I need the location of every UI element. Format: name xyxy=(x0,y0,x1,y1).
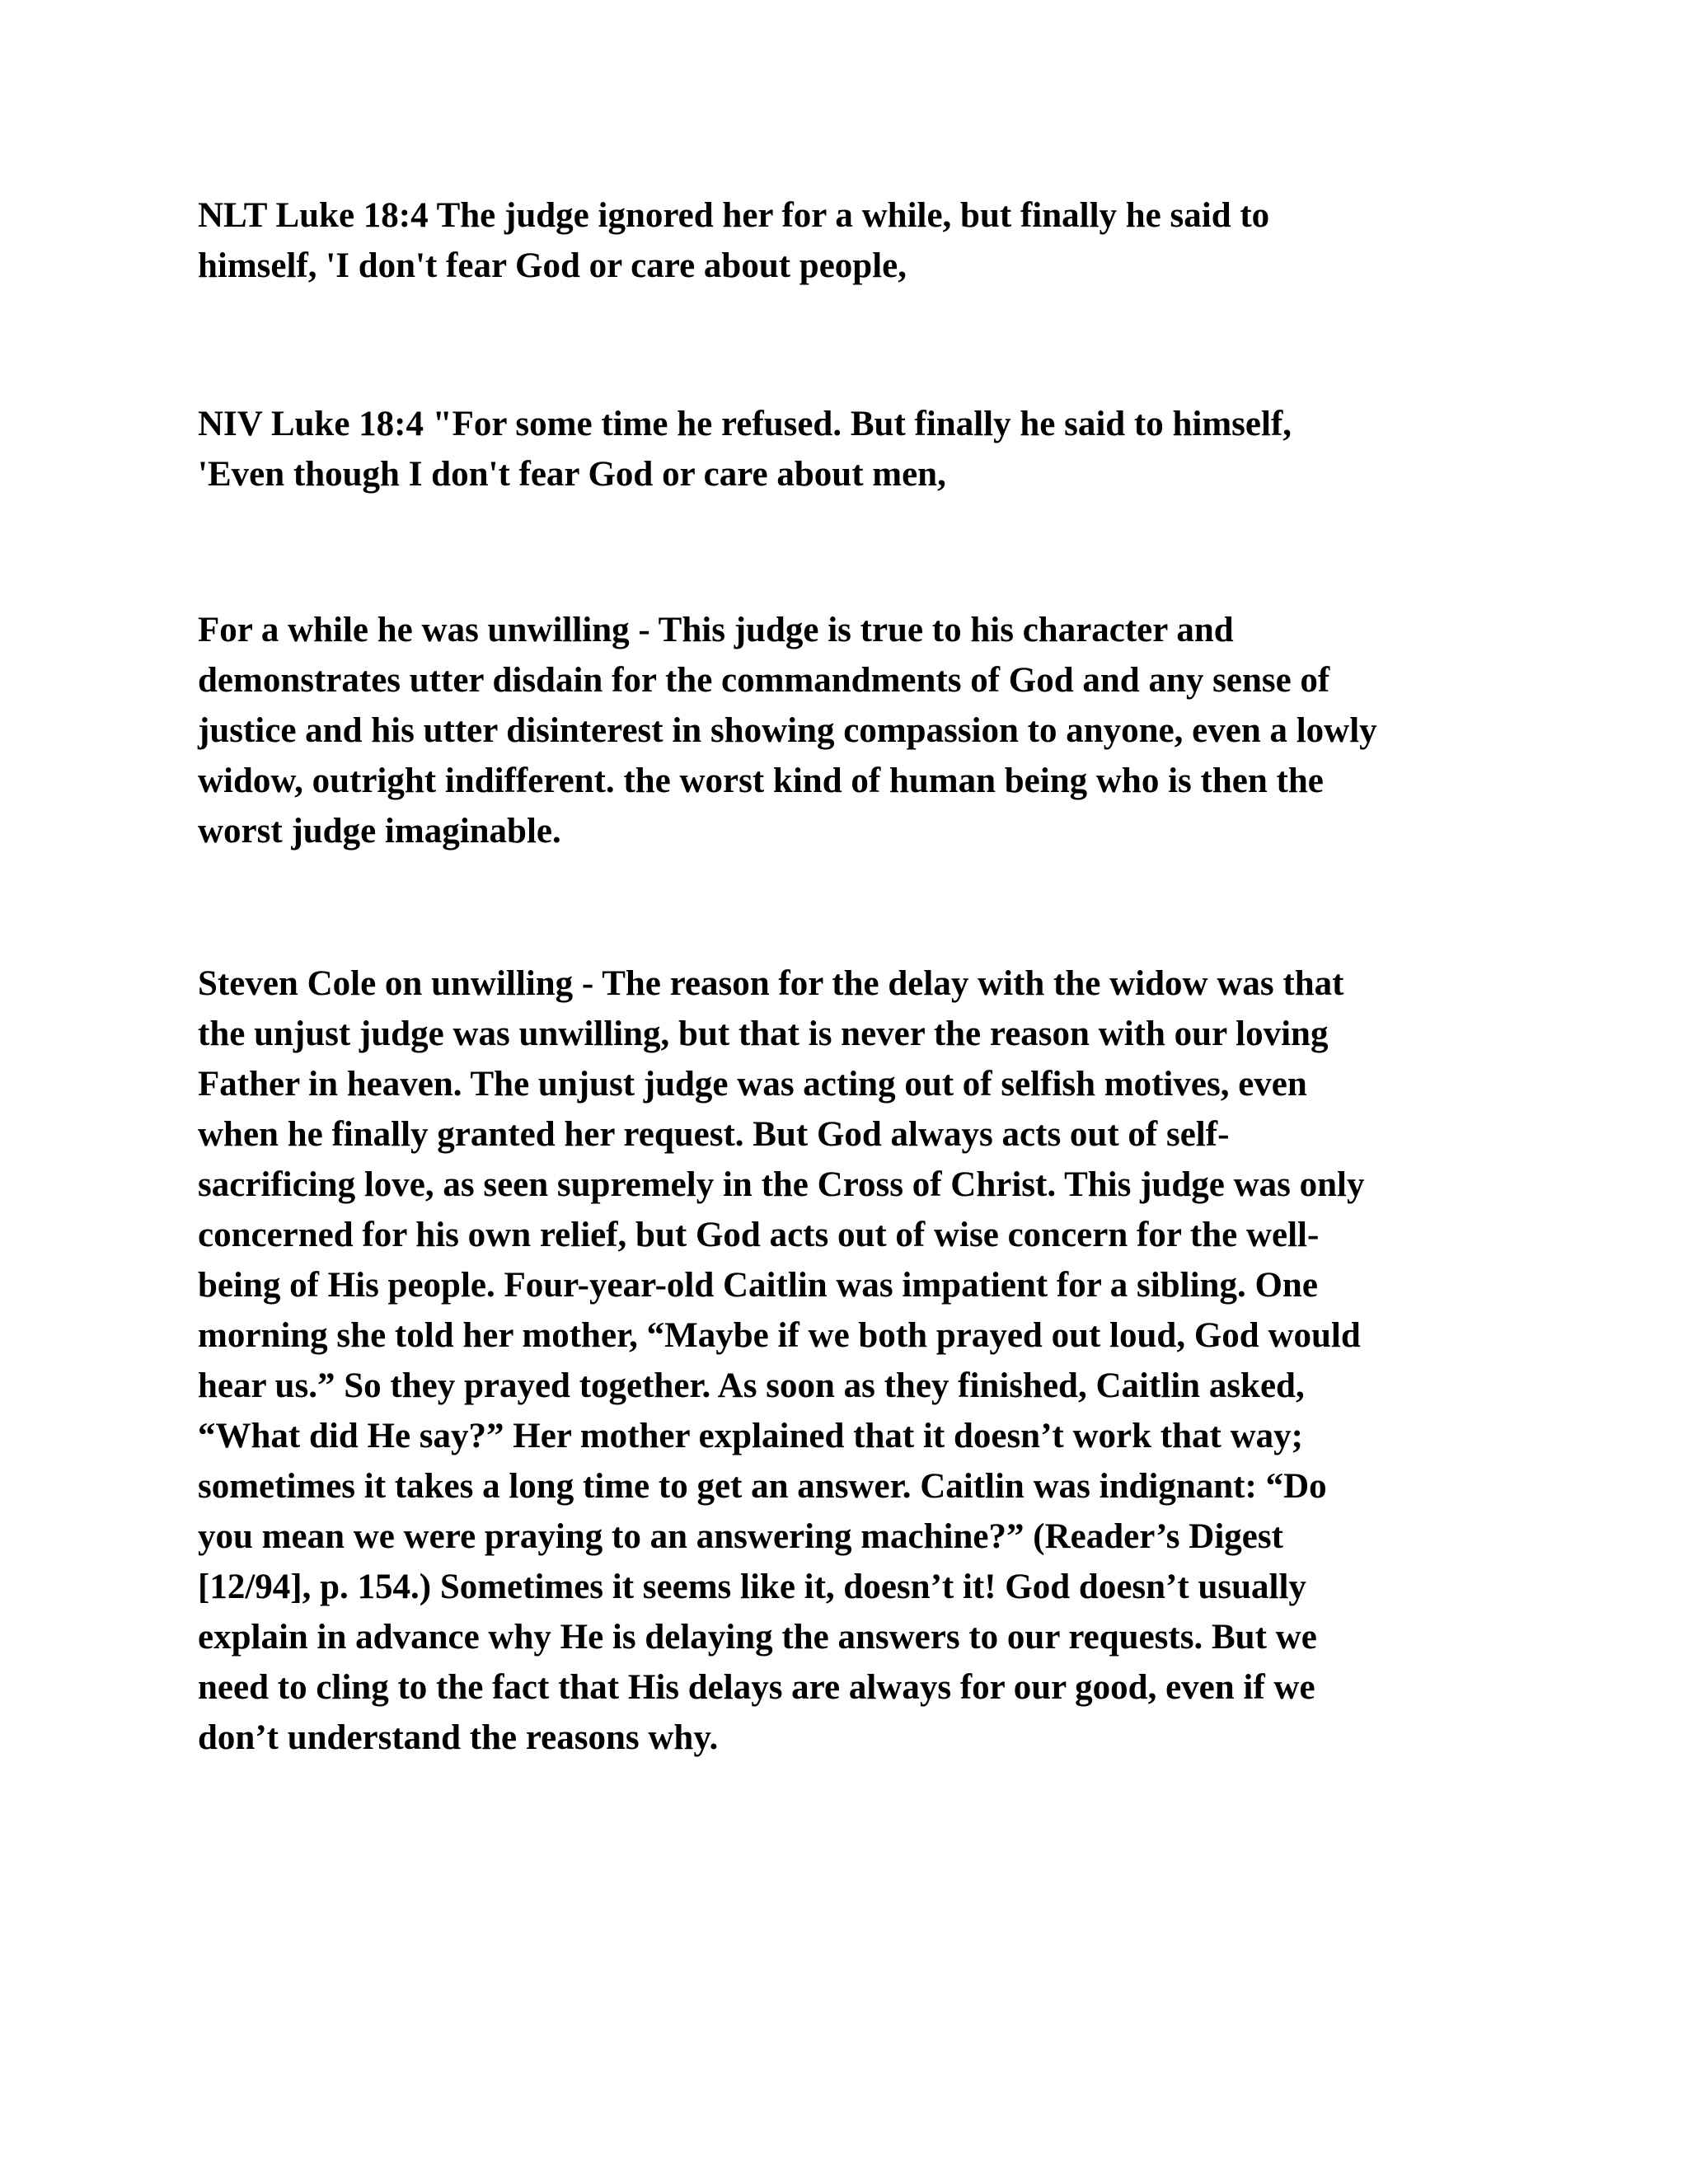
text-line: the unjust judge was unwilling, but that is never the reason with our loving xyxy=(198,1015,1329,1053)
text-line: morning she told her mother, “Maybe if we both prayed out loud, God would xyxy=(198,1316,1361,1355)
text-line: don’t understand the reasons why. xyxy=(198,1718,719,1757)
text-line: NLT Luke 18:4 The judge ignored her for a while, but finally he said to xyxy=(198,196,1270,235)
text-line: [12/94], p. 154.) Sometimes it seems like it, doesn’t it! God doesn’t usually xyxy=(198,1568,1306,1606)
text-line: when he finally granted her request. But God always acts out of self- xyxy=(198,1115,1230,1154)
text-line: Steven Cole on unwilling - The reason for the delay with the widow was that xyxy=(198,964,1344,1003)
text-line: sacrificing love, as seen supremely in the Cross of Christ. This judge was only xyxy=(198,1165,1365,1204)
text-line: you mean we were praying to an answering machine?” (Reader’s Digest xyxy=(198,1517,1283,1556)
text-line: justice and his utter disinterest in showing compassion to anyone, even a lowly xyxy=(198,711,1377,750)
text-line: need to cling to the fact that His delays are always for our good, even if we xyxy=(198,1668,1315,1707)
text-line: explain in advance why He is delaying the answers to our requests. But we xyxy=(198,1618,1317,1657)
text-line: demonstrates utter disdain for the commandments of God and any sense of xyxy=(198,661,1330,700)
text-line: sometimes it takes a long time to get an answer. Caitlin was indignant: “Do xyxy=(198,1467,1327,1506)
niv-verse-paragraph xyxy=(198,399,1517,499)
text-line: himself, 'I don't fear God or care about people, xyxy=(198,246,907,285)
text-line: “What did He say?” Her mother explained that it doesn’t work that way; xyxy=(198,1417,1303,1455)
text-line: concerned for his own relief, but God acts out of wise concern for the well- xyxy=(198,1216,1320,1254)
text-line: being of His people. Four-year-old Caitlin was impatient for a sibling. One xyxy=(198,1266,1318,1305)
text-line: Father in heaven. The unjust judge was acting out of selfish motives, even xyxy=(198,1065,1307,1104)
text-line: For a while he was unwilling - This judge is true to his character and xyxy=(198,611,1234,649)
text-line: NIV Luke 18:4 "For some time he refused. But finally he said to himself, xyxy=(198,405,1292,443)
text-line: hear us.” So they prayed together. As soon as they finished, Caitlin asked, xyxy=(198,1366,1305,1405)
nlt-verse-paragraph xyxy=(198,190,1517,291)
steven-cole-paragraph xyxy=(198,958,1517,1763)
text-line: worst judge imaginable. xyxy=(198,812,561,851)
text-line: 'Even though I don't fear God or care about men, xyxy=(198,455,946,494)
unwilling-commentary-paragraph xyxy=(198,605,1517,856)
text-line: widow, outright indifferent. the worst kind of human being who is then the xyxy=(198,762,1324,800)
